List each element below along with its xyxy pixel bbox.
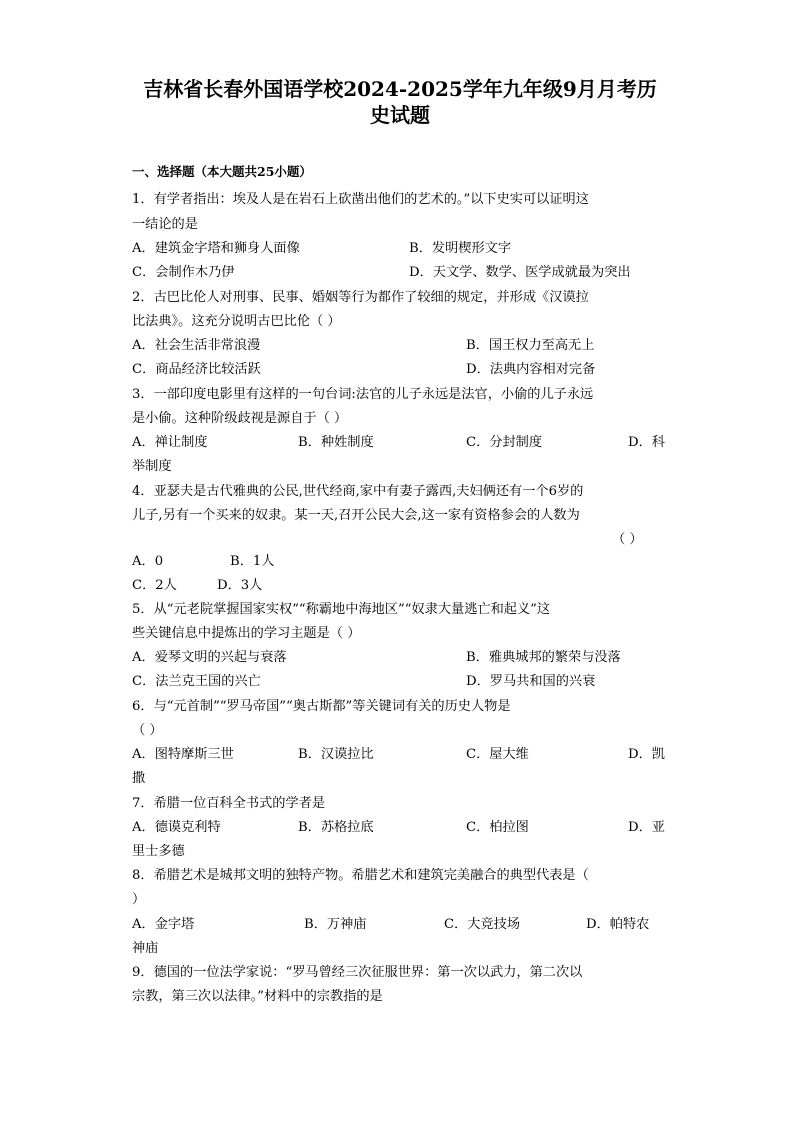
question-5-option-c: C．法兰克王国的兴亡 — [132, 674, 261, 689]
question-8-option-d: D．帕特农 — [586, 917, 650, 932]
question-3-option-d-cont: 举制度 — [132, 459, 172, 474]
question-9-stem-line-1: 9．德国的一位法学家说：“罗马曾经三次征服世界：第一次以武力，第二次以 — [132, 965, 583, 980]
question-1-option-b: B．发明楔形文字 — [409, 241, 512, 256]
question-6-stem-line-2: （ ） — [132, 723, 163, 738]
question-2-option-c: C．商品经济比较活跃 — [132, 362, 261, 377]
question-2-option-a: A．社会生活非常浪漫 — [132, 338, 261, 353]
question-3-stem-line-1: 3．一部印度电影里有这样的一句台词:法官的儿子永远是法官，小偷的儿子永远 — [132, 387, 594, 402]
question-2-option-b: B．国王权力至高无上 — [466, 338, 595, 353]
question-7-option-a: A．德谟克利特 — [132, 820, 221, 835]
question-4-option-d: D．3人 — [217, 578, 263, 593]
question-8-option-b: B．万神庙 — [304, 917, 367, 932]
title-line-1: 吉林省长春外国语学校2024-2025学年九年级9月月考历 — [143, 77, 657, 101]
question-7-option-c: C．柏拉图 — [466, 820, 529, 835]
question-5-option-a: A．爱琴文明的兴起与衰落 — [132, 650, 287, 665]
question-8-option-d-cont: 神庙 — [132, 941, 159, 956]
question-8-stem-line-1: 8．希腊艺术是城邦文明的独特产物。希腊艺术和建筑完美融合的典型代表是（ — [132, 868, 589, 883]
question-6-option-b: B．汉谟拉比 — [298, 747, 374, 762]
question-3-option-a: A．禅让制度 — [132, 435, 208, 450]
title-line-2: 史试题 — [370, 103, 430, 127]
question-6-option-a: A．图特摩斯三世 — [132, 747, 234, 762]
question-6-option-d-cont: 撒 — [132, 771, 146, 786]
question-3-stem-line-2: 是小偷。这种阶级歧视是源自于（ ） — [132, 411, 348, 426]
question-2-option-d: D．法典内容相对完备 — [466, 362, 596, 377]
question-1-option-d: D．天文学、数学、医学成就最为突出 — [409, 265, 631, 280]
question-8-option-c: C．大竞技场 — [444, 917, 521, 932]
section-heading: 一、选择题（本大题共25小题） — [132, 164, 312, 179]
question-6-option-d: D．凯 — [628, 747, 665, 762]
question-5-option-b: B．雅典城邦的繁荣与没落 — [466, 650, 621, 665]
question-1-option-c: C．会制作木乃伊 — [132, 265, 235, 280]
question-9-stem-line-2: 宗教，第三次以法律。”材料中的宗教指的是 — [132, 989, 383, 1004]
question-5-stem-line-1: 5．从“元老院掌握国家实权”“称霸地中海地区”“奴隶大量逃亡和起义”这 — [132, 602, 551, 617]
question-3-option-c: C．分封制度 — [466, 435, 543, 450]
question-7-option-d: D．亚 — [628, 820, 665, 835]
question-5-stem-line-2: 些关键信息中提炼出的学习主题是（ ） — [132, 626, 361, 641]
question-1-option-a: A．建筑金字塔和狮身人面像 — [132, 241, 300, 256]
question-1-stem-line-1: 1．有学者指出：埃及人是在岩石上砍凿出他们的艺术的。”以下史实可以证明这 — [132, 192, 589, 207]
question-4-stem-line-1: 4．亚瑟夫是古代雅典的公民,世代经商,家中有妻子露西,夫妇俩还有一个6岁的 — [132, 484, 584, 499]
question-2-stem-line-1: 2．古巴比伦人对刑事、民事、婚姻等行为都作了较细的规定，并形成《汉谟拉 — [132, 290, 589, 305]
question-2-stem-line-2: 比法典》。这充分说明古巴比伦（ ） — [132, 314, 341, 329]
question-4-option-b: B．1人 — [230, 554, 275, 569]
question-8-option-a: A．金字塔 — [132, 917, 195, 932]
question-3-option-b: B．种姓制度 — [298, 435, 374, 450]
question-1-stem-line-2: 一结论的是 — [132, 217, 198, 232]
question-7-stem-line-1: 7．希腊一位百科全书式的学者是 — [132, 796, 326, 811]
question-8-stem-line-2: ） — [132, 892, 146, 907]
question-7-option-d-cont: 里士多德 — [132, 844, 185, 859]
question-4-option-a: A．0 — [132, 554, 164, 569]
question-4-option-c: C．2人 — [132, 578, 177, 593]
question-7-option-b: B．苏格拉底 — [298, 820, 374, 835]
question-4-stem-line-2: 儿子,另有一个买来的奴隶。某一天,召开公民大会,这一家有资格参会的人数为 — [132, 508, 580, 523]
question-4-answer-bracket: （ ） — [612, 532, 643, 547]
question-6-option-c: C．屋大维 — [466, 747, 529, 762]
question-3-option-d: D．科 — [628, 435, 665, 450]
question-6-stem-line-1: 6．与“元首制”“罗马帝国”“奥古斯都”等关键词有关的历史人物是 — [132, 699, 511, 714]
question-5-option-d: D．罗马共和国的兴衰 — [466, 674, 596, 689]
